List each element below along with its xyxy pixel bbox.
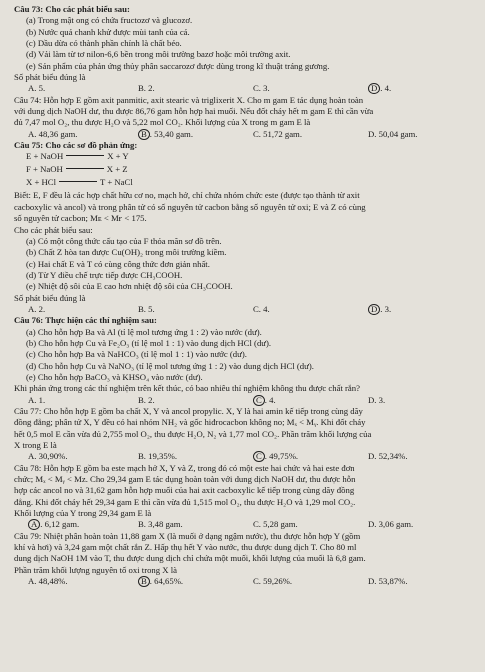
q76-item-e: (e) Cho hỗn hợp BaCO₃ và KHSO₄ vào nước (dư). [26,371,203,382]
q73-option-a[interactable]: A. 5. [28,83,46,94]
q78-option-c[interactable]: C. 5,28 gam. [253,519,298,530]
answer-mark-circle: B [138,129,150,140]
q76-title: Câu 76: Thực hiện các thí nghiệm sau: [14,315,157,326]
q75-item-a: (a) Có một công thức cấu tạo của F thỏa mãn sơ đồ trên. [26,235,222,246]
q74-option-b[interactable]: B . 53,40 gam. [138,129,253,140]
q73-option-d[interactable]: D . 4. [368,83,391,94]
q79-option-b[interactable]: B . 64,65%. [138,576,253,587]
q76-item-b: (b) Cho hỗn hợp Cu và Fe₂O₃ (tỉ lệ mol 1 : 1) vào dung dịch HCl (dư). [26,337,272,348]
q75-line-2: cacboxylic và ancol) và trong phân tử có số nguyên tử cacbon bằng số nguyên tử oxi; E và Z có cùng [14,201,366,212]
q78-line-2: chức; Mₓ < Mᵧ < Mᴢ. Cho 29,34 gam E tác dụng hoàn toàn với dung dịch NaOH dư, thu được hỗn [14,474,356,485]
reaction-arrow-icon [59,181,97,182]
q75-option-d[interactable]: D . 3. [368,304,391,315]
q73-option-b[interactable]: B. 2. [138,83,155,94]
q76-item-d: (d) Cho hỗn hợp Cu và NaNO₃ (tỉ lệ mol tương ứng 1 : 2) vào dung dịch HCl (dư). [26,360,314,371]
q75-line-3: số nguyên tử cacbon; Mᴇ < Mғ < 175. [14,213,147,224]
q75-title: Câu 75: Cho các sơ đồ phản ứng: [14,140,138,151]
q75-equation-2 [14,164,475,177]
q77-option-a[interactable]: A. 30,90%. [28,451,68,462]
eq2-left: F + NaOH [26,164,63,175]
q77-options [14,451,475,462]
answer-mark-circle: A [28,519,40,530]
q75-line-4: Cho các phát biểu sau: [14,224,93,235]
q79-option-c[interactable]: C. 59,26%. [253,576,293,587]
q78-line-3: hợp các ancol no và 31,62 gam hỗn hợp muối của hai axit cacboxylic kế tiếp trong cùng dãy đồng [14,485,355,496]
q76-option-b[interactable]: B. 2. [138,394,155,405]
reaction-arrow-icon [66,168,104,169]
q79-options [14,576,475,587]
q79-option-d[interactable]: D. 53,87%. [368,576,408,587]
q73-count-line: Số phát biểu đúng là [14,72,86,83]
q73-title: Câu 73: Cho các phát biểu sau: [14,4,130,14]
q75-equation-3 [14,177,475,190]
answer-mark-circle: B [138,576,150,587]
q73-options [14,83,475,94]
q78-options [14,519,475,530]
q75-equation-1 [14,151,475,164]
q74-option-c[interactable]: C. 51,72 gam. [253,128,302,139]
q77-option-c[interactable]: C . 49,75%. [253,451,368,462]
q76-item-c: (c) Cho hỗn hợp Ba và NaHCO₃ (tỉ lệ mol 1 : 1) vào nước (dư). [26,349,247,360]
answer-mark-circle: C [253,451,265,462]
q79-line-4: Phần trăm khối lượng nguyên tố oxi trong X là [14,564,178,575]
q75-item-b: (b) Chất Z hòa tan được Cu(OH)₂ trong môi trường kiềm. [26,247,227,258]
q78-option-b[interactable]: B. 3,48 gam. [138,519,183,530]
q77-line-4: X trong E là [14,440,57,451]
q74-option-d[interactable]: D. 50,04 gam. [368,128,418,139]
q77-option-b[interactable]: B. 19,35%. [138,451,178,462]
q78-line-4: đẳng. Khi đốt cháy hết 29,34 gam E thì cần vừa đủ 1,515 mol O₂, thu được H₂O và 1,29 mol CO₂. [14,496,356,507]
answer-mark-circle: D [368,304,380,315]
eq1-right: X + Y [107,151,129,162]
q76-question: Khi phản ứng trong các thí nghiệm trên kết thúc, có bao nhiêu thí nghiệm không thu được chất rắn? [14,383,360,394]
q75-option-a[interactable]: A. 2. [28,303,46,314]
q74-option-a[interactable]: A. 48,36 gam. [28,128,78,139]
q78-line-5: Khối lượng của Y trong 29,34 gam E là [14,508,152,519]
q79-line-1: Câu 79: Nhiệt phân hoàn toàn 11,88 gam X (là muối ở dạng ngậm nước), thu được hỗn hợp Y (gồm [14,530,361,541]
q73-item-d: (d) Vải làm từ tơ nilon-6,6 bền trong môi trường bazơ hoặc môi trường axit. [26,49,291,60]
q74-line-3: đủ 7,47 mol O₂, thu được H₂O và 5,22 mol CO₂. Khối lượng của X trong m gam E là [14,117,311,128]
q77-line-2: đồng đẳng; phân tử X, Y đều có hai nhóm NH₂ và gốc hiđrocacbon không no; Mₓ < Mᵧ. Khi đốt cháy [14,417,366,428]
q73-item-c: (c) Dầu dừa có thành phần chính là chất béo. [26,38,182,49]
q76-option-c[interactable]: C . 4. [253,395,368,406]
q75-line-1: Biết: E, F đều là các hợp chất hữu cơ no, mạch hở, chỉ chứa nhóm chức este (được tạo thành từ axit [14,190,360,201]
q76-options [14,395,475,406]
q75-options [14,304,475,315]
q75-count-line: Số phát biểu đúng là [14,292,86,303]
q76-item-a: (a) Cho hỗn hợp Ba và Al (tỉ lệ mol tương ứng 1 : 2) vào nước (dư). [26,326,262,337]
q77-line-3: hết 0,5 mol E cần vừa đủ 2,755 mol O₂, thu được H₂O, N₂ và 1,77 mol CO₂. Phần trăm khối lượng của [14,428,372,439]
q73-item-b: (b) Nước quả chanh khử được mùi tanh của cá. [26,26,190,37]
q75-option-b[interactable]: B. 5. [138,303,155,314]
q79-option-a[interactable]: A. 48,48%. [28,576,68,587]
q75-item-c: (c) Hai chất E và T có cùng công thức đơn giản nhất. [26,258,210,269]
q74-options [14,129,475,140]
q78-option-a[interactable]: A . 6,12 gam. [28,519,138,530]
q76-option-d[interactable]: D. 3. [368,394,386,405]
q77-line-1: Câu 77: Cho hỗn hợp E gồm ba chất X, Y và ancol propylic. X, Y là hai amin kế tiếp trong cùng dãy [14,406,363,416]
q79-line-3: dung dịch NaOH 1M vào T, thu được dung dịch chỉ chứa một muối, khối lượng của muối là 6,8 gam. [14,553,366,564]
q73-item-a: (a) Trong mật ong có chứa fructozơ và glucozơ. [26,15,193,26]
eq1-left: E + NaOH [26,151,64,162]
q73-item-e: (e) Sản phẩm của phản ứng thủy phân saccarozơ được dùng trong kĩ thuật tráng gương. [26,60,330,71]
q73-option-c[interactable]: C. 3. [253,83,270,94]
q75-item-d: (d) Từ Y điều chế trực tiếp được CH₃COOH. [26,269,183,280]
q79-line-2: khí và hơi) và 3,24 gam một chất rắn Z. Hấp thụ hết Y vào nước, thu được dung dịch T. Cho 80 ml [14,542,357,553]
q76-option-a[interactable]: A. 1. [28,394,46,405]
q78-line-1: Câu 78: Hỗn hợp E gồm ba este mạch hở X, Y và Z, trong đó có một este hai chức và hai este đơn [14,462,355,473]
q74-line-1: Câu 74: Hỗn hợp E gồm axit panmitic, axit stearic và triglixerit X. Cho m gam E tác dụng hoàn toàn [14,94,364,105]
q74-line-2: với dung dịch NaOH dư, thu được 86,76 gam hỗn hợp hai muối. Nếu đốt cháy hết m gam E thì cần vừa [14,106,374,117]
eq3-right: T + NaCl [100,177,133,188]
eq2-right: X + Z [106,164,128,175]
q77-option-d[interactable]: D. 52,34%. [368,451,408,462]
q75-item-e: (e) Nhiệt độ sôi của E cao hơn nhiệt độ sôi của CH₃COOH. [26,281,233,292]
q75-option-c[interactable]: C. 4. [253,303,270,314]
answer-mark-circle: C [253,395,265,406]
answer-mark-circle: D [368,83,380,94]
q78-option-d[interactable]: D. 3,06 gam. [368,519,414,530]
reaction-arrow-icon [66,155,104,156]
eq3-left: X + HCl [26,177,56,188]
